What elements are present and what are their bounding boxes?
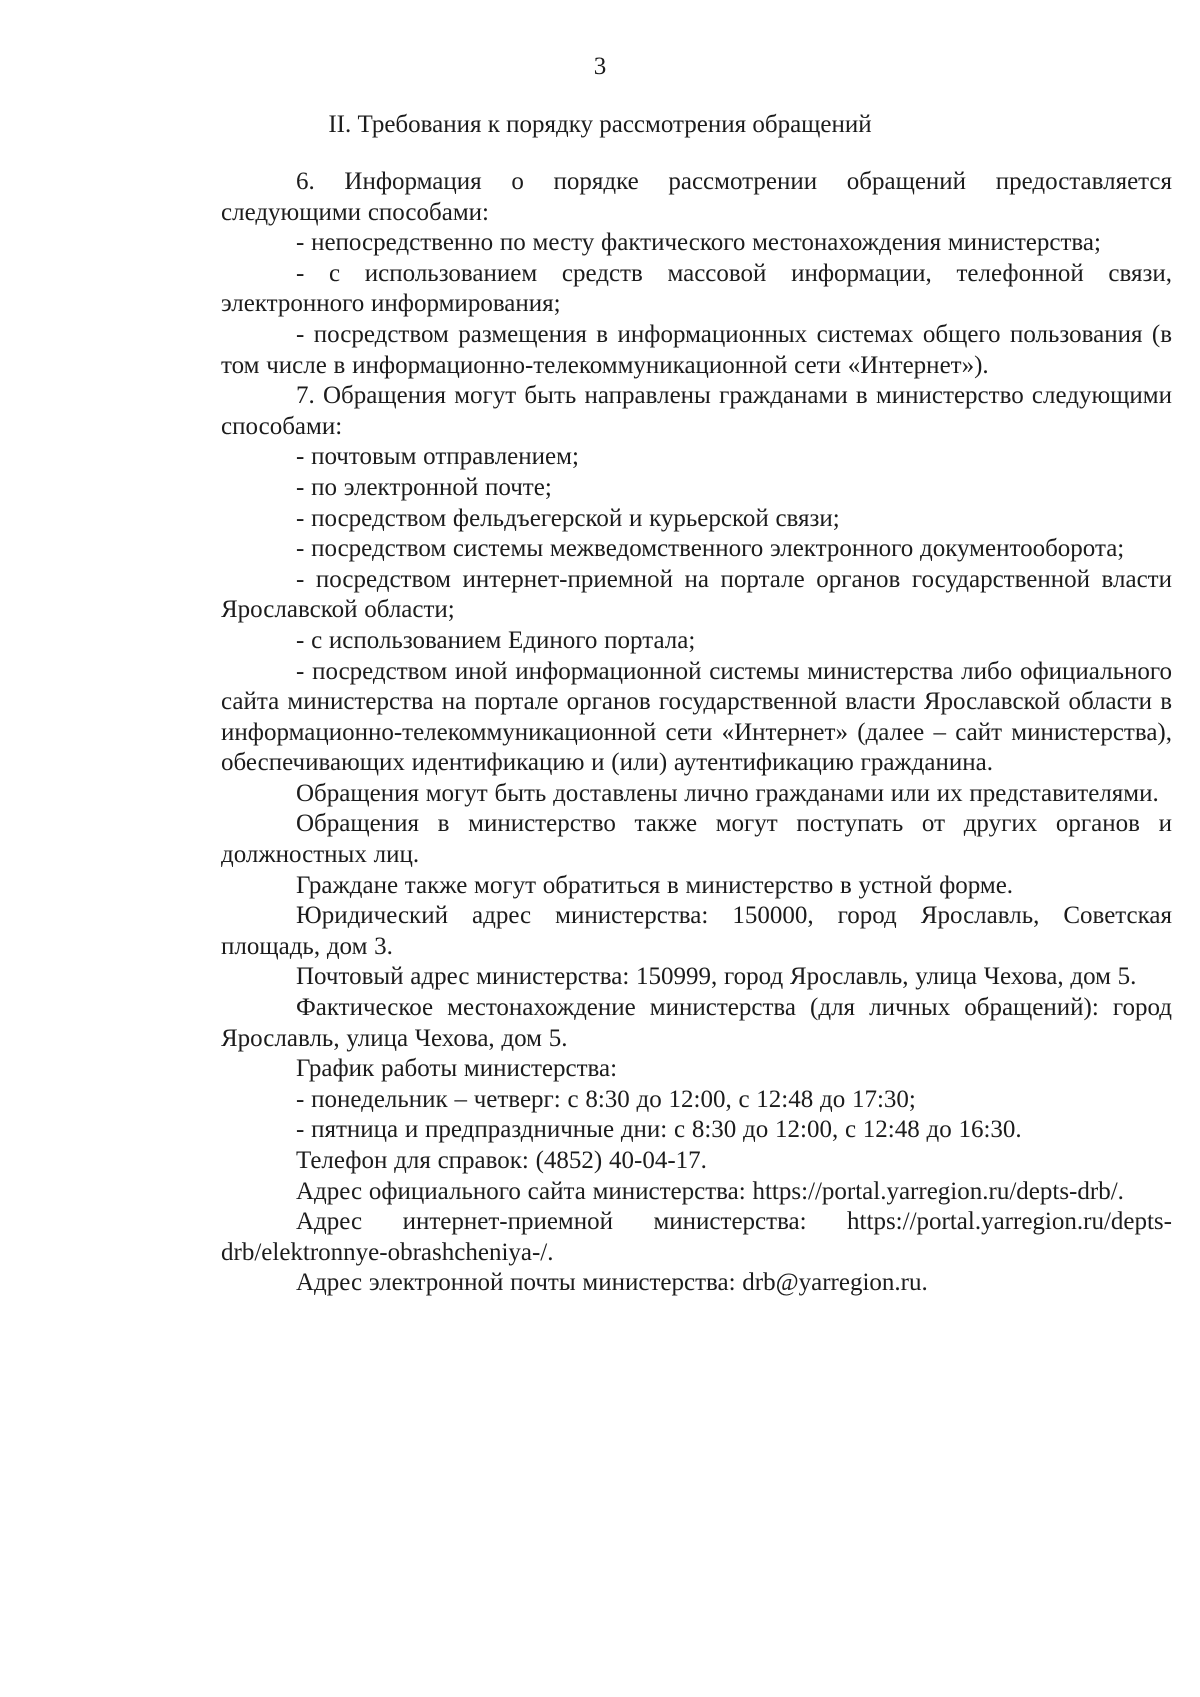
page-number: 3 bbox=[593, 53, 607, 80]
paragraph-6-intro: 6. Информация о порядке рассмотрении обращений предоставляется следующими способами: bbox=[221, 168, 1172, 226]
official-site-address: Адрес официального сайта министерства: https://portal.yarregion.ru/depts-drb/. bbox=[296, 1177, 1124, 1205]
list-item-internet-reception: - посредством интернет-приемной на портале органов государственной власти Ярославской области; bbox=[221, 565, 1172, 624]
list-item-interagency: - посредством системы межведомственного электронного документооборота; bbox=[296, 535, 1125, 563]
list-item-post: - почтовым отправлением; bbox=[296, 443, 579, 471]
paragraph-oral-form: Граждане также могут обратиться в министерство в устной форме. bbox=[296, 871, 1014, 899]
list-item-in-person: - непосредственно по месту фактического местонахождения министерства; bbox=[296, 229, 1101, 257]
paragraph-delivered-personally: Обращения могут быть доставлены лично гражданами или их представителями. bbox=[296, 779, 1159, 807]
actual-location: Фактическое местонахождение министерства (для личных обращений): город Ярославль, улица Чехова, дом 5. bbox=[221, 994, 1172, 1052]
list-item-public-systems: - посредством размещения в информационных системах общего пользования (в том числе в информационно-телекоммуникационной сети «Интернет»). bbox=[221, 320, 1172, 379]
postal-address: Почтовый адрес министерства: 150999, город Ярославль, улица Чехова, дом 5. bbox=[296, 963, 1137, 991]
section-title: II. Требования к порядку рассмотрения обращений bbox=[328, 111, 872, 138]
paragraph-7-intro: 7. Обращения могут быть направлены гражданами в министерство следующими способами: bbox=[221, 382, 1172, 440]
list-item-courier: - посредством фельдъегерской и курьерской связи; bbox=[296, 504, 840, 532]
email-address: Адрес электронной почты министерства: drb@yarregion.ru. bbox=[296, 1269, 928, 1297]
paragraph-other-bodies: Обращения в министерство также могут поступать от других органов и должностных лиц. bbox=[221, 810, 1172, 869]
reference-phone: Телефон для справок: (4852) 40-04-17. bbox=[296, 1147, 707, 1174]
work-schedule-heading: График работы министерства: bbox=[296, 1055, 618, 1083]
internet-reception-address: Адрес интернет-приемной министерства: https://portal.yarregion.ru/depts-drb/elektronnye-obrashcheniya-/. bbox=[221, 1208, 1172, 1266]
schedule-mon-thu: - понедельник – четверг: с 8:30 до 12:00, с 12:48 до 17:30; bbox=[296, 1085, 916, 1113]
schedule-fri: - пятница и предпраздничные дни: с 8:30 до 12:00, с 12:48 до 16:30. bbox=[296, 1116, 1022, 1144]
legal-address: Юридический адрес министерства: 150000, город Ярославль, Советская площадь, дом 3. bbox=[221, 902, 1172, 960]
list-item-media: - с использованием средств массовой информации, телефонной связи, электронного информирования; bbox=[221, 259, 1172, 318]
list-item-other-system: - посредством иной информационной системы министерства либо официального сайта министерства на портале органов государственной власти Ярославской области в информационно-телекоммуникационной сети «Интернет» (далее – сайт министерства), обеспечивающих идентификацию и (или) аутентификацию гражданина. bbox=[221, 657, 1172, 777]
document-body bbox=[221, 167, 1172, 1299]
list-item-email: - по электронной почте; bbox=[296, 473, 552, 501]
list-item-unified-portal: - с использованием Единого портала; bbox=[296, 626, 696, 654]
